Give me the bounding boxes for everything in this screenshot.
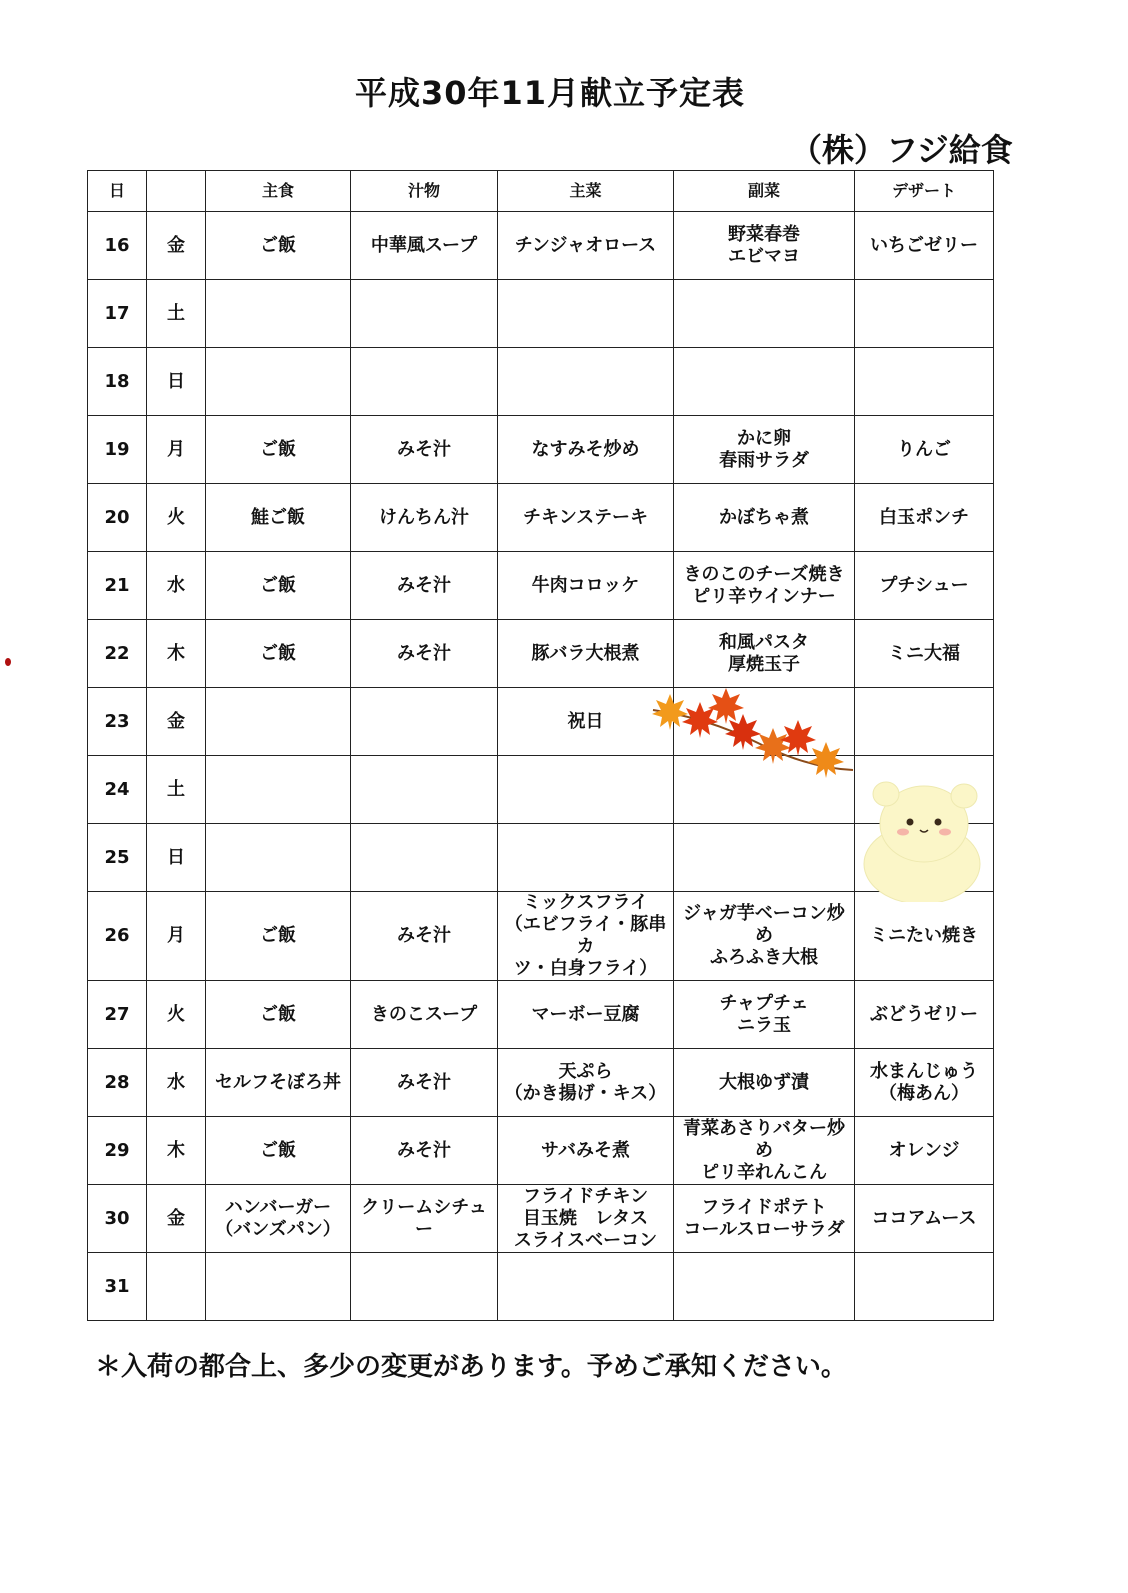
header-side: 副菜: [674, 171, 855, 212]
page-title: 平成30年11月献立予定表: [354, 74, 746, 112]
side-cell: 和風パスタ 厚焼玉子: [674, 620, 855, 688]
dessert-cell: ぶどうゼリー: [855, 981, 994, 1049]
soup-cell: みそ汁: [351, 416, 498, 484]
dessert-cell: [855, 280, 994, 348]
side-cell: [674, 280, 855, 348]
day-number: 21: [88, 552, 147, 620]
soup-cell: [351, 756, 498, 824]
side-cell: ジャガ芋ベーコン炒め ふろふき大根: [674, 892, 855, 981]
dessert-cell: 水まんじゅう （梅あん）: [855, 1049, 994, 1117]
dessert-cell: 白玉ポンチ: [855, 484, 994, 552]
footer-note: ＊入荷の都合上、多少の変更があります。予めご承知ください。: [95, 1352, 847, 1382]
day-number: 25: [88, 824, 147, 892]
empty-cell: [855, 688, 994, 756]
side-cell: 野菜春巻 エビマヨ: [674, 212, 855, 280]
day-number: 17: [88, 280, 147, 348]
empty-cell: [351, 688, 498, 756]
maple-leaves-illustration: [648, 688, 863, 788]
table-row: [88, 212, 994, 280]
day-number: 20: [88, 484, 147, 552]
table-row: [88, 1117, 994, 1185]
bear-illustration: [846, 772, 996, 902]
soup-cell: きのこスープ: [351, 981, 498, 1049]
staple-cell: ご飯: [206, 620, 351, 688]
dessert-cell: オレンジ: [855, 1117, 994, 1185]
header-main: 主菜: [498, 171, 674, 212]
day-number: 29: [88, 1117, 147, 1185]
main-cell: 豚バラ大根煮: [498, 620, 674, 688]
table-row: [88, 1049, 994, 1117]
main-cell: サバみそ煮: [498, 1117, 674, 1185]
weekday: 月: [147, 892, 206, 981]
soup-cell: [351, 348, 498, 416]
dessert-cell: プチシュー: [855, 552, 994, 620]
weekday: 金: [147, 1185, 206, 1253]
staple-cell: ご飯: [206, 552, 351, 620]
dessert-cell: [855, 348, 994, 416]
main-cell: フライドチキン 目玉焼 レタス スライスベーコン: [498, 1185, 674, 1253]
day-number: 19: [88, 416, 147, 484]
staple-cell: ハンバーガー （バンズパン）: [206, 1185, 351, 1253]
holiday-label: 祝日: [498, 688, 674, 756]
table-row: [88, 1185, 994, 1253]
main-cell: [498, 280, 674, 348]
table-row: [88, 348, 994, 416]
leaf-icon: [652, 694, 688, 730]
table-row: [88, 892, 994, 981]
weekday: 土: [147, 756, 206, 824]
soup-cell: みそ汁: [351, 552, 498, 620]
leaf-icon: [725, 714, 761, 750]
staple-cell: ご飯: [206, 1117, 351, 1185]
dessert-cell: りんご: [855, 416, 994, 484]
side-cell: チャプチェ ニラ玉: [674, 981, 855, 1049]
side-cell: かに卵 春雨サラダ: [674, 416, 855, 484]
weekday: 土: [147, 280, 206, 348]
side-cell: フライドポテト コールスローサラダ: [674, 1185, 855, 1253]
company-name: （株）フジ給食: [790, 131, 1013, 169]
main-cell: [498, 348, 674, 416]
table-row: [88, 981, 994, 1049]
side-cell: きのこのチーズ焼き ピリ辛ウインナー: [674, 552, 855, 620]
soup-cell: [351, 280, 498, 348]
header-row: [88, 171, 994, 212]
header-soup: 汁物: [351, 171, 498, 212]
side-cell: 大根ゆず漬: [674, 1049, 855, 1117]
weekday: [147, 1253, 206, 1321]
dessert-cell: いちごゼリー: [855, 212, 994, 280]
empty-cell: [206, 688, 351, 756]
soup-cell: クリームシチュー: [351, 1185, 498, 1253]
ink-dot: [5, 658, 11, 666]
weekday: 火: [147, 981, 206, 1049]
staple-cell: ご飯: [206, 416, 351, 484]
soup-cell: みそ汁: [351, 620, 498, 688]
main-cell: [498, 824, 674, 892]
dessert-cell: [855, 1253, 994, 1321]
staple-cell: [206, 756, 351, 824]
main-cell: 天ぷら （かき揚げ・キス）: [498, 1049, 674, 1117]
header-day: 日: [88, 171, 147, 212]
table-row: [88, 484, 994, 552]
day-number: 26: [88, 892, 147, 981]
weekday: 日: [147, 348, 206, 416]
staple-cell: [206, 1253, 351, 1321]
soup-cell: みそ汁: [351, 1049, 498, 1117]
main-cell: 牛肉コロッケ: [498, 552, 674, 620]
day-number: 31: [88, 1253, 147, 1321]
main-cell: チンジャオロース: [498, 212, 674, 280]
weekday: 日: [147, 824, 206, 892]
day-number: 27: [88, 981, 147, 1049]
dessert-cell: ミニ大福: [855, 620, 994, 688]
leaf-icon: [708, 688, 744, 724]
main-cell: なすみそ炒め: [498, 416, 674, 484]
staple-cell: 鮭ご飯: [206, 484, 351, 552]
side-cell: [674, 824, 855, 892]
weekday: 金: [147, 688, 206, 756]
side-cell: [674, 348, 855, 416]
table-row: [88, 416, 994, 484]
weekday: 金: [147, 212, 206, 280]
soup-cell: みそ汁: [351, 892, 498, 981]
side-cell: かぼちゃ煮: [674, 484, 855, 552]
leaf-icon: [808, 742, 844, 778]
day-number: 30: [88, 1185, 147, 1253]
table-row: [88, 552, 994, 620]
soup-cell: [351, 824, 498, 892]
side-cell: 青菜あさりバター炒め ピリ辛れんこん: [674, 1117, 855, 1185]
day-number: 28: [88, 1049, 147, 1117]
day-number: 23: [88, 688, 147, 756]
header-dessert: デザート: [855, 171, 994, 212]
dessert-cell: ココアムース: [855, 1185, 994, 1253]
main-cell: マーボー豆腐: [498, 981, 674, 1049]
weekday: 木: [147, 1117, 206, 1185]
weekday: 火: [147, 484, 206, 552]
table-row: [88, 280, 994, 348]
soup-cell: みそ汁: [351, 1117, 498, 1185]
staple-cell: ご飯: [206, 981, 351, 1049]
day-number: 22: [88, 620, 147, 688]
leaf-icon: [780, 720, 816, 756]
weekday: 木: [147, 620, 206, 688]
leaf-icon: [755, 728, 791, 764]
staple-cell: ご飯: [206, 212, 351, 280]
main-cell: [498, 1253, 674, 1321]
soup-cell: [351, 1253, 498, 1321]
staple-cell: セルフそぼろ丼: [206, 1049, 351, 1117]
day-number: 24: [88, 756, 147, 824]
main-cell: ミックスフライ （エビフライ・豚串カ ツ・白身フライ）: [498, 892, 674, 981]
weekday: 水: [147, 1049, 206, 1117]
table-row: [88, 1253, 994, 1321]
soup-cell: 中華風スープ: [351, 212, 498, 280]
weekday: 水: [147, 552, 206, 620]
staple-cell: [206, 824, 351, 892]
soup-cell: けんちん汁: [351, 484, 498, 552]
day-number: 18: [88, 348, 147, 416]
side-cell: [674, 1253, 855, 1321]
staple-cell: [206, 348, 351, 416]
weekday: 月: [147, 416, 206, 484]
header-staple: 主食: [206, 171, 351, 212]
main-cell: チキンステーキ: [498, 484, 674, 552]
day-number: 16: [88, 212, 147, 280]
header-weekday: [147, 171, 206, 212]
dessert-cell: ミニたい焼き: [855, 892, 994, 981]
staple-cell: ご飯: [206, 892, 351, 981]
table-row: [88, 620, 994, 688]
staple-cell: [206, 280, 351, 348]
